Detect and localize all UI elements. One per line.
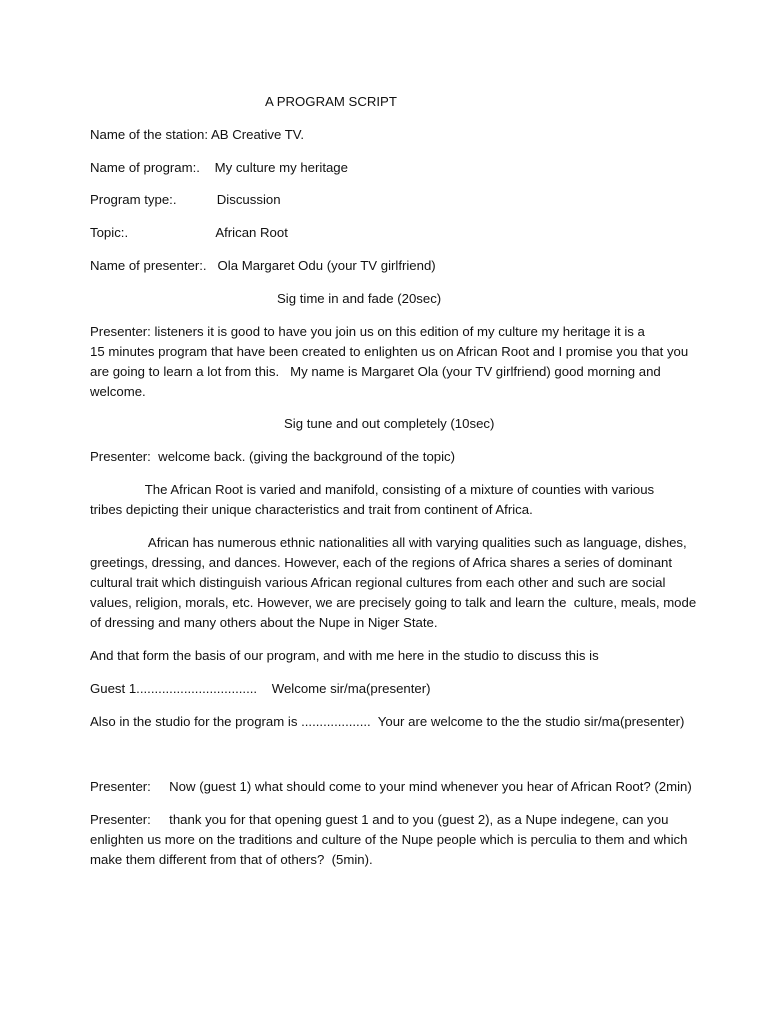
question-2-line: enlighten us more on the traditions and culture of the Nupe people which is perculia to them and which	[90, 832, 688, 847]
program-type-line: Program type:. Discussion	[90, 192, 281, 207]
question-2-line: Presenter: thank you for that opening guest 1 and to you (guest 2), as a Nupe indegene, can you	[90, 812, 669, 827]
question-1-line: Presenter: Now (guest 1) what should come to your mind whenever you hear of African Root? (2min)	[90, 779, 692, 794]
presenter-name-line: Name of presenter:. Ola Margaret Odu (your TV girlfriend)	[90, 258, 436, 273]
question-2-line: make them different from that of others? (5min).	[90, 852, 373, 867]
welcome-back-line: Presenter: welcome back. (giving the background of the topic)	[90, 449, 456, 464]
program-name-line: Name of program:. My culture my heritage	[90, 160, 348, 175]
paragraph-line: values, religion, morals, etc. However, we are precisely going to talk and learn the culture, meals, mode	[90, 595, 697, 610]
document-title: A PROGRAM SCRIPT	[265, 94, 397, 109]
topic-line: Topic:. African Root	[90, 225, 288, 240]
station-line: Name of the station: AB Creative TV.	[90, 127, 305, 142]
paragraph-line: tribes depicting their unique characteristics and trait from continent of Africa.	[90, 502, 533, 517]
basis-line: And that form the basis of our program, and with me here in the studio to discuss this is	[90, 648, 599, 663]
guest1-line: Guest 1................................. Welcome sir/ma(presenter)	[90, 681, 431, 696]
also-in-studio-line: Also in the studio for the program is ................... Your are welcome to the the studio sir/ma(presenter)	[90, 714, 685, 729]
paragraph-line: greetings, dressing, and dances. However, each of the regions of Africa shares a series of dominant	[90, 555, 673, 570]
paragraph-line: of dressing and many others about the Nupe in Niger State.	[90, 615, 438, 630]
intro-line: are going to learn a lot from this. My name is Margaret Ola (your TV girlfriend) good morning and	[90, 364, 661, 379]
cue-sig-out: Sig tune and out completely (10sec)	[284, 416, 495, 431]
paragraph-line: cultural trait which distinguish various African regional cultures from each other and such are social	[90, 575, 666, 590]
intro-line: welcome.	[90, 384, 146, 399]
paragraph-line: The African Root is varied and manifold, consisting of a mixture of counties with various	[90, 482, 655, 497]
paragraph-line: African has numerous ethnic nationalities all with varying qualities such as language, dishes,	[90, 535, 687, 550]
intro-line: 15 minutes program that have been created to enlighten us on African Root and I promise you that you	[90, 344, 689, 359]
cue-sig-in: Sig time in and fade (20sec)	[277, 291, 442, 306]
intro-line: Presenter: listeners it is good to have you join us on this edition of my culture my heritage it is a	[90, 324, 645, 339]
